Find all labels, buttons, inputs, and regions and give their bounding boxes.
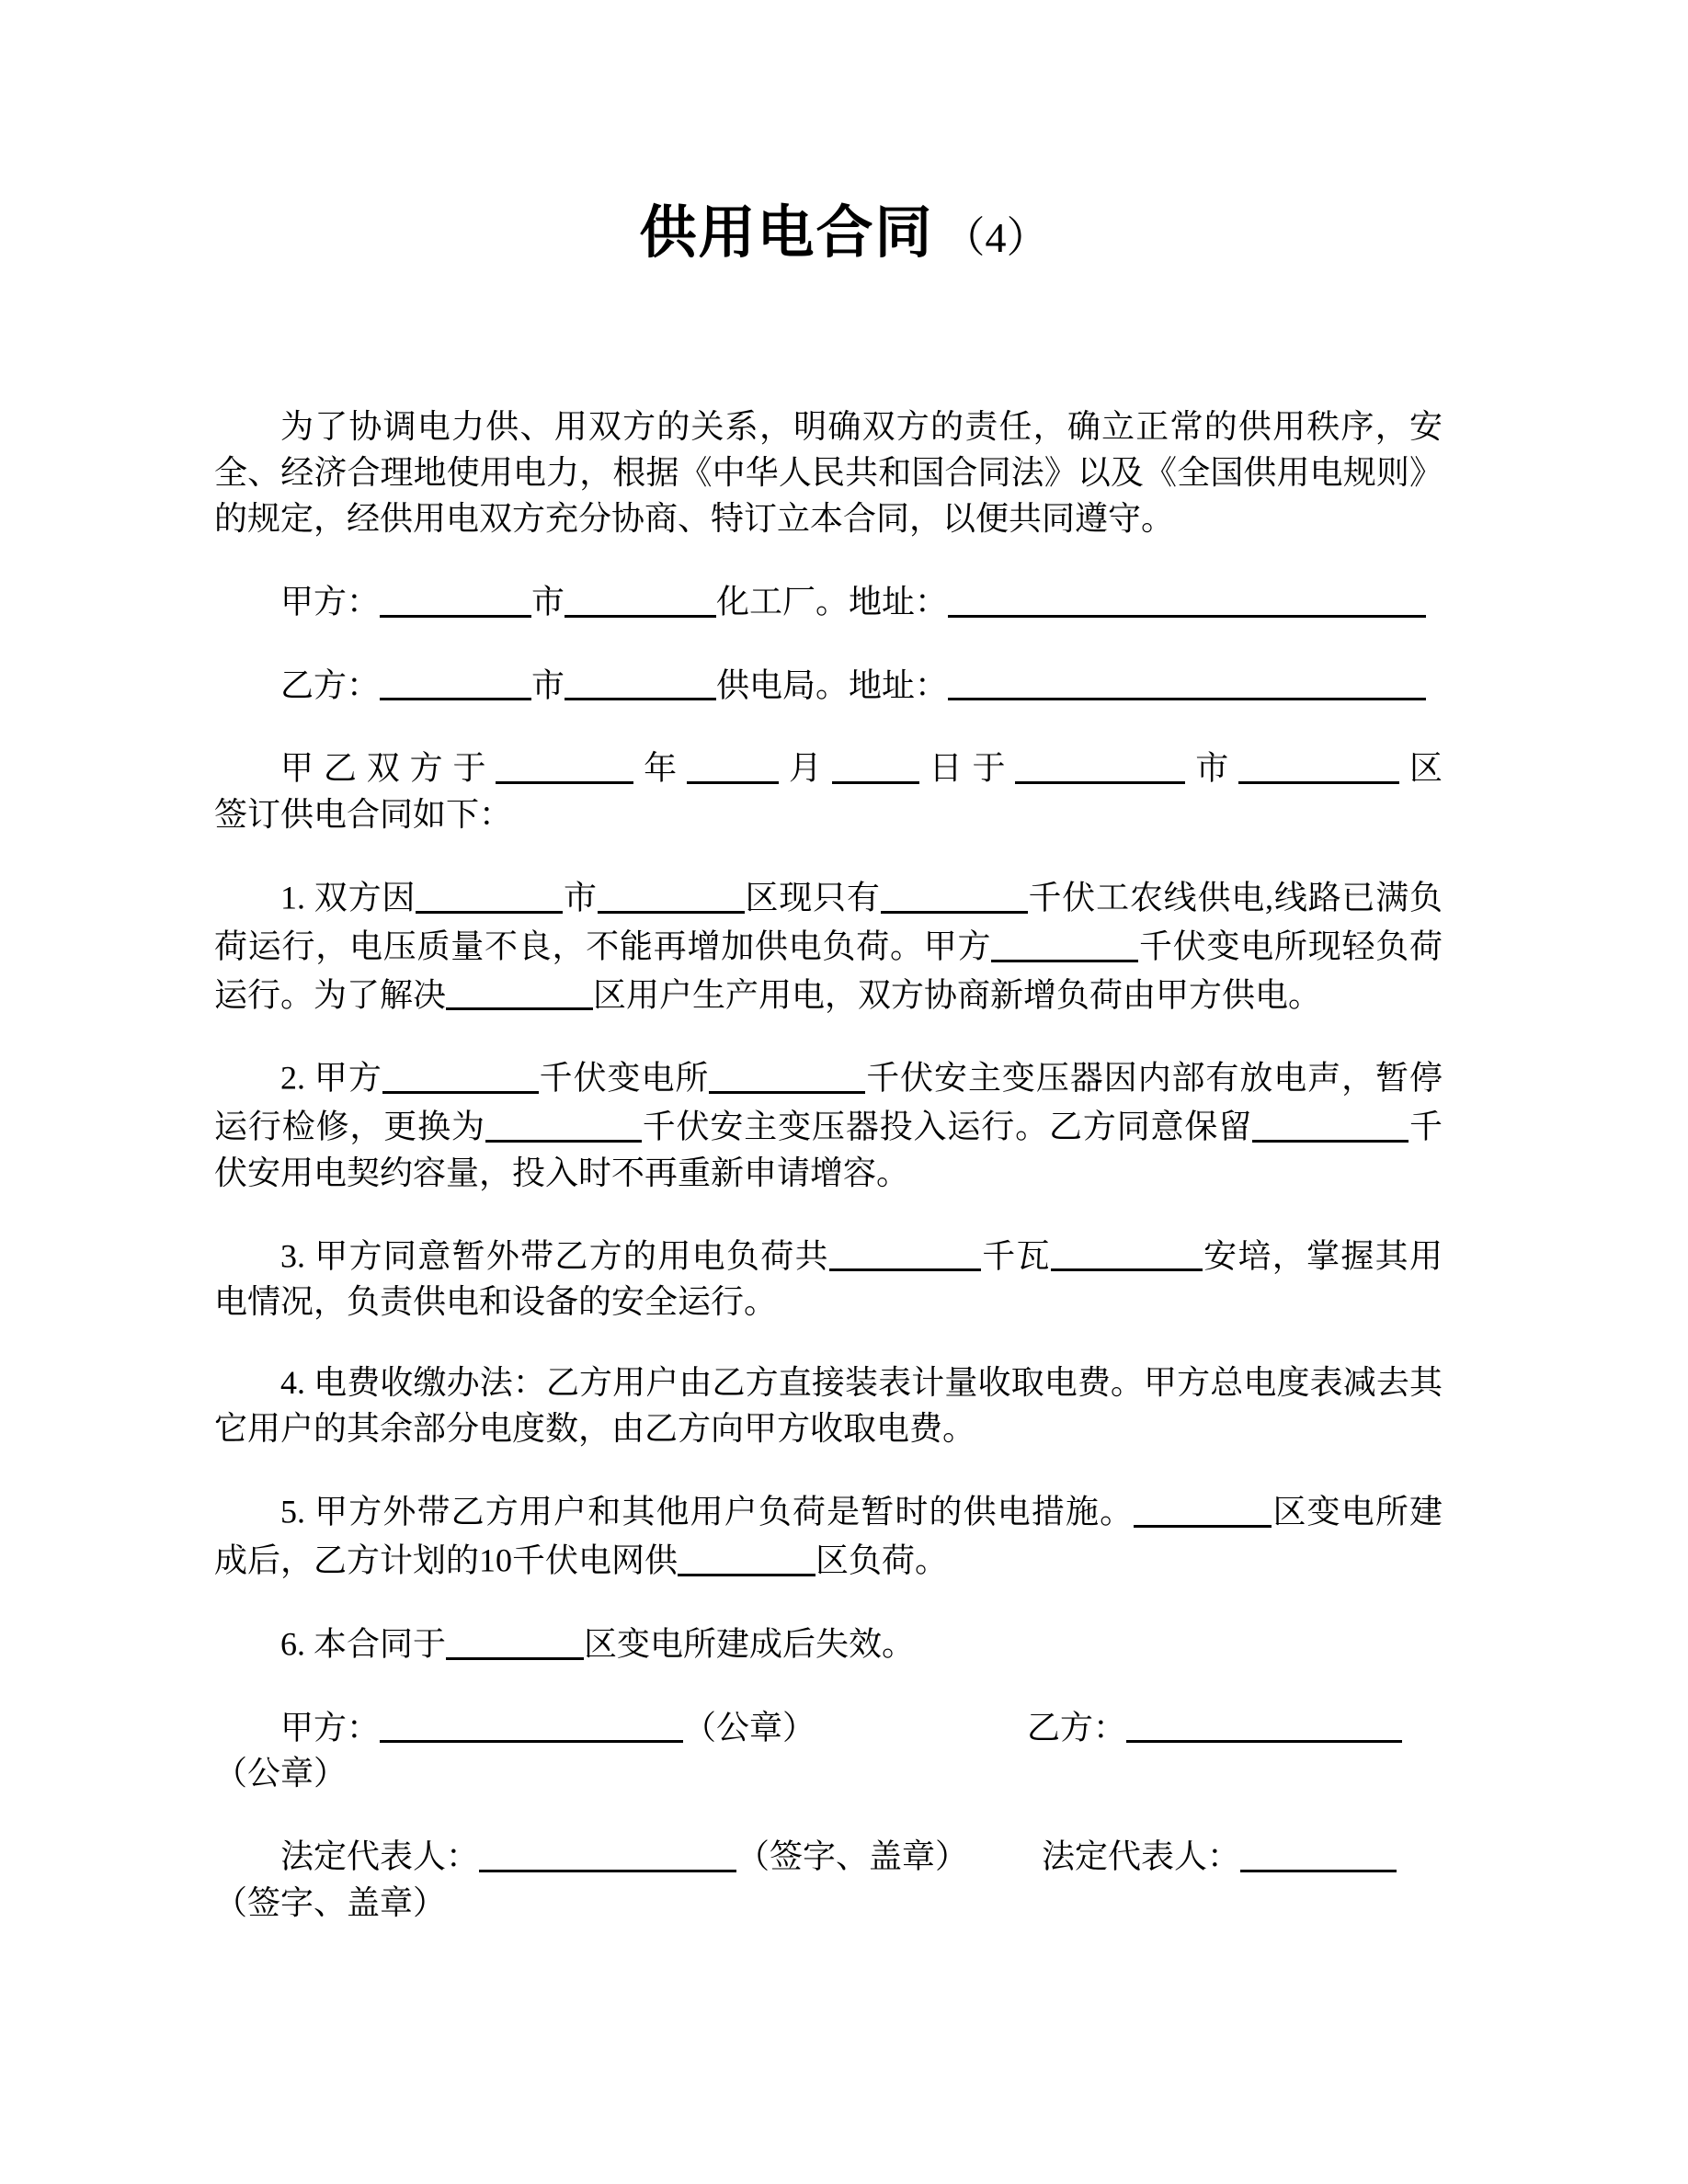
document-body	[214, 404, 1443, 1926]
text-run: 市	[531, 583, 565, 620]
text-run: 市	[531, 666, 565, 704]
signing-date-continuation	[214, 791, 1443, 837]
text-run: 甲方：	[280, 1709, 381, 1746]
clause-6	[214, 1619, 1443, 1667]
text-run: 区现只有	[744, 879, 881, 916]
page-title	[0, 200, 1688, 275]
text-run: 千伏变电所现轻负荷运行。为了解决	[214, 927, 1443, 1014]
fill-in-blank-underline	[380, 1707, 683, 1744]
fill-in-blank-underline	[1015, 747, 1185, 784]
fill-in-blank-underline	[832, 747, 919, 784]
fill-in-blank-underline	[380, 581, 531, 618]
text-run: 1. 双方因	[280, 879, 416, 916]
text-run: 供电局。地址：	[716, 666, 949, 704]
party-b-line	[214, 660, 1443, 709]
text-run: 千伏安主变压器因内部有放电声，暂停运行检修，更换为	[214, 1060, 1443, 1145]
fill-in-blank-underline	[479, 1836, 736, 1872]
text-run: 4. 电费收缴办法：乙方用户由乙方直接装表计量收取电费。甲方总电度表减去其它用户的其余部分电度数，由乙方向甲方收取电费。	[214, 1364, 1443, 1448]
signature-line	[214, 1702, 1443, 1751]
fill-in-blank-underline	[709, 1057, 865, 1094]
contract-title-number: （4）	[942, 214, 1049, 261]
text-run: 区变电所建成后失效。	[584, 1625, 916, 1663]
text-run: 签订供电合同如下：	[214, 796, 513, 834]
fill-in-blank-underline	[565, 665, 716, 701]
text-run: 日于	[918, 750, 1016, 788]
text-run: 甲方：	[280, 583, 381, 620]
text-run: 区	[1399, 750, 1443, 788]
text-run: 月	[779, 750, 832, 788]
clause-2	[214, 1052, 1443, 1195]
legal-representative-continuation	[214, 1880, 1443, 1926]
text-run: 乙方：	[1027, 1709, 1127, 1746]
text-run: 法定代表人：	[1042, 1838, 1241, 1876]
clause-1	[214, 872, 1443, 1018]
fill-in-blank-underline	[948, 581, 1426, 618]
legal-representative-line	[214, 1831, 1443, 1880]
fill-in-blank-underline	[1126, 1707, 1402, 1744]
text-run: （公章）	[683, 1709, 816, 1746]
fill-in-blank-underline	[485, 1106, 642, 1143]
column-spacer	[968, 1867, 1042, 1868]
fill-in-blank-underline	[446, 974, 593, 1011]
text-run: 千伏工农线供电,线路已满负荷运行，电压质量不良，不能再增加供电负荷。甲方	[214, 879, 1443, 965]
text-run: 区用户生产用电，双方协商新增负荷由甲方供电。	[593, 976, 1322, 1014]
fill-in-blank-underline	[1252, 1106, 1409, 1143]
fill-in-blank-underline	[991, 926, 1138, 962]
text-run: 区负荷。	[815, 1541, 949, 1579]
fill-in-blank-underline	[446, 1623, 584, 1660]
text-run: 乙方：	[280, 666, 381, 704]
fill-in-blank-underline	[881, 877, 1028, 914]
fill-in-blank-underline	[1134, 1491, 1272, 1528]
text-run: 市	[1185, 750, 1239, 788]
text-run: 6. 本合同于	[280, 1625, 447, 1663]
text-run: 甲乙双方于	[280, 750, 496, 788]
text-run: 区变电所建成后，乙方计划的10千伏电网供	[214, 1494, 1443, 1579]
text-run: 市	[563, 879, 598, 916]
text-run: 5. 甲方外带乙方用户和其他用户负荷是暂时的供电措施。	[280, 1494, 1135, 1531]
text-run: 千伏变电所	[538, 1060, 710, 1098]
text-run: 年	[633, 750, 688, 788]
fill-in-blank-underline	[382, 1057, 539, 1094]
fill-in-blank-underline	[948, 665, 1426, 701]
text-run: （公章）	[214, 1755, 348, 1792]
text-run: 法定代表人：	[280, 1838, 480, 1876]
signature-line-continuation	[214, 1750, 1443, 1796]
fill-in-blank-underline	[565, 581, 716, 618]
text-run: 千伏安用电契约容量，投入时不再重新申请增容。	[214, 1108, 1443, 1191]
clause-5	[214, 1486, 1443, 1583]
fill-in-blank-underline	[687, 747, 779, 784]
intro-paragraph	[214, 404, 1443, 541]
contract-title: 供用电合同	[639, 201, 934, 265]
fill-in-blank-underline	[1238, 747, 1399, 784]
fill-in-blank-underline	[380, 665, 531, 701]
fill-in-blank-underline	[598, 877, 745, 914]
clause-4	[214, 1359, 1443, 1451]
fill-in-blank-underline	[1240, 1836, 1397, 1872]
text-run: （签字、盖章）	[214, 1884, 447, 1922]
fill-in-blank-underline	[1051, 1235, 1203, 1272]
text-run: 3. 甲方同意暂外带乙方的用电负荷共	[280, 1237, 829, 1275]
party-a-line	[214, 576, 1443, 625]
fill-in-blank-underline	[829, 1235, 981, 1272]
text-run: 化工厂。地址：	[716, 583, 949, 620]
clause-3	[214, 1231, 1443, 1325]
text-run: 千伏安主变压器投入运行。乙方同意保留	[641, 1108, 1253, 1145]
text-run: 2. 甲方	[280, 1060, 382, 1098]
column-spacer	[815, 1737, 1027, 1738]
fill-in-blank-underline	[416, 877, 563, 914]
fill-in-blank-underline	[678, 1540, 815, 1576]
text-run: 安培，掌握其用电情况，负责供电和设备的安全运行。	[214, 1237, 1443, 1321]
fill-in-blank-underline	[496, 747, 633, 784]
text-run: 千瓦	[980, 1237, 1051, 1275]
text-run: （签字、盖章）	[736, 1838, 969, 1876]
signing-date-line	[214, 743, 1443, 791]
text-run: 为了协调电力供、用双方的关系，明确双方的责任，确立正常的供用秩序，安全、经济合理地使用电力，根据《中华人民共和国合同法》以及《全国供用电规则》的规定，经供用电双方充分协商、特订立本合同，以便共同遵守。	[214, 408, 1443, 537]
